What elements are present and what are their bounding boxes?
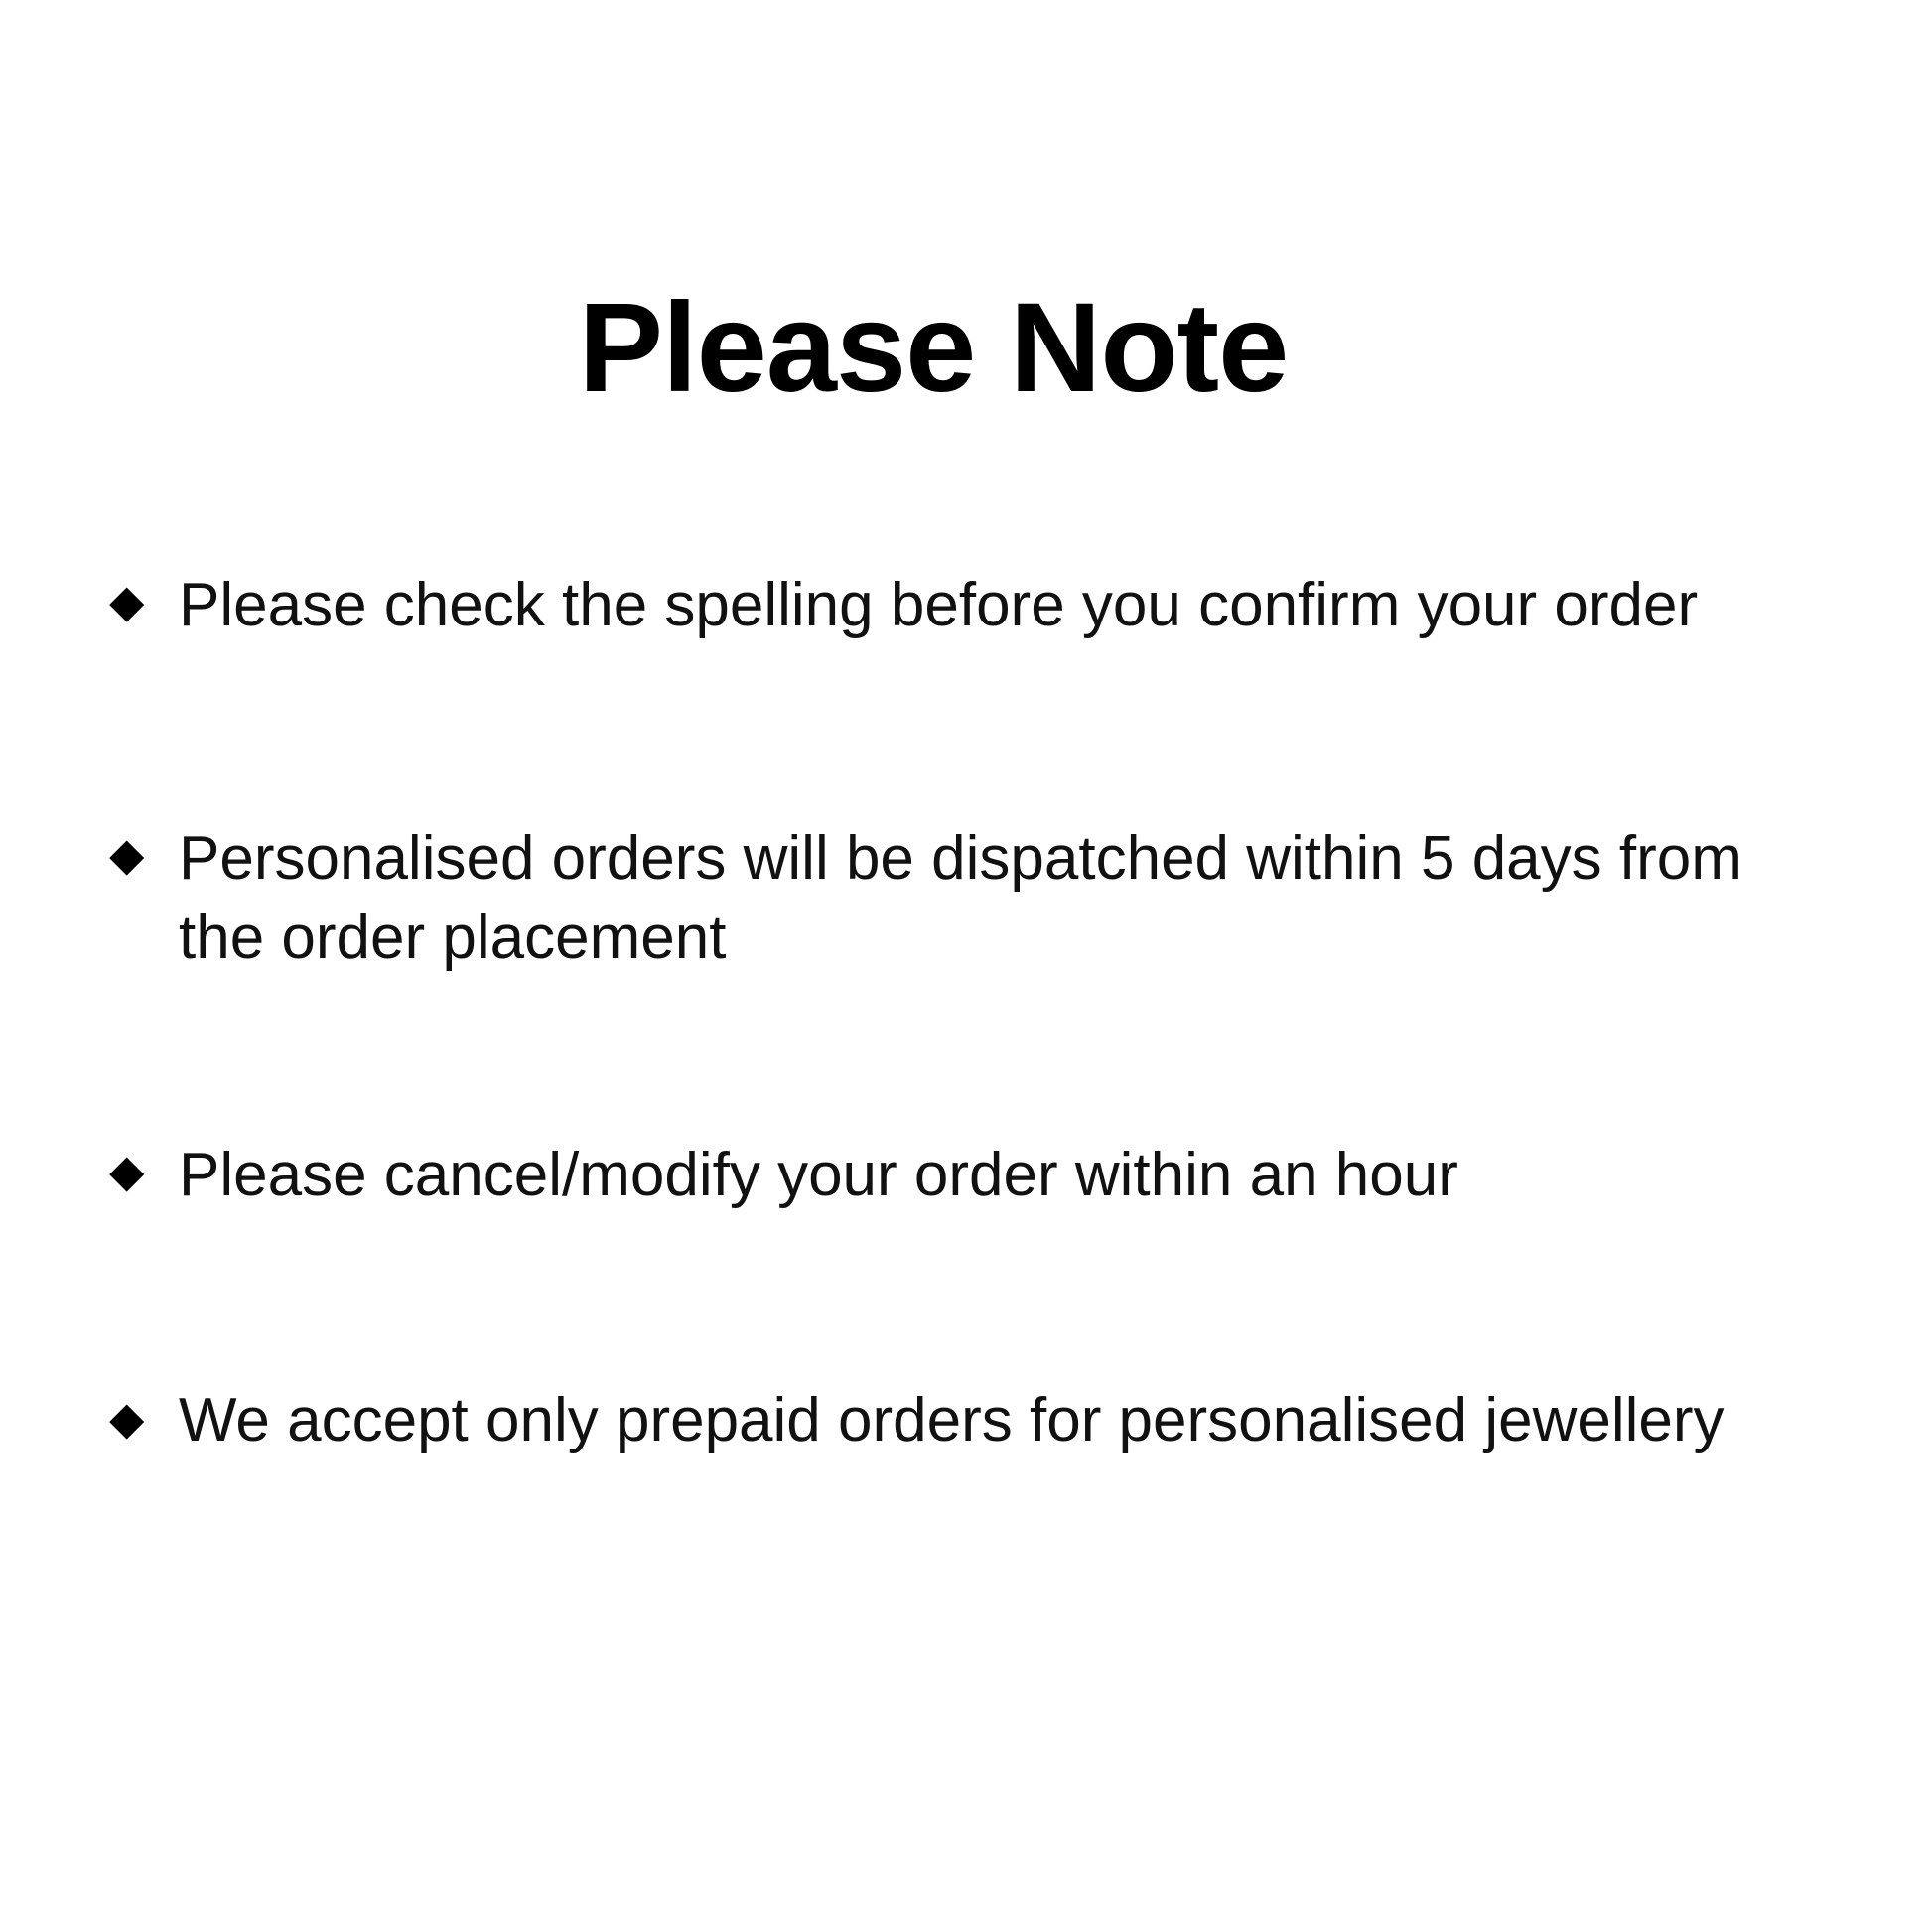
diamond-bullet-icon: ◆ — [109, 1145, 145, 1197]
list-item — [109, 566, 1837, 644]
page-title: Please Note — [578, 276, 1289, 419]
list-item — [109, 819, 1837, 977]
diamond-bullet-icon: ◆ — [109, 828, 145, 881]
note-text: Please cancel/modify your order within an hour — [179, 1141, 1458, 1210]
note-text: Personalised orders will be dispatched within 5 days from the order placement — [179, 824, 1742, 972]
note-list — [109, 566, 1837, 1460]
note-text: We accept only prepaid orders for personalised jewellery — [179, 1386, 1725, 1455]
list-item — [109, 1381, 1837, 1459]
diamond-bullet-icon: ◆ — [109, 1392, 145, 1445]
list-item — [109, 1136, 1837, 1214]
note-text: Please check the spelling before you confirm your order — [179, 571, 1699, 639]
diamond-bullet-icon: ◆ — [109, 575, 145, 626]
